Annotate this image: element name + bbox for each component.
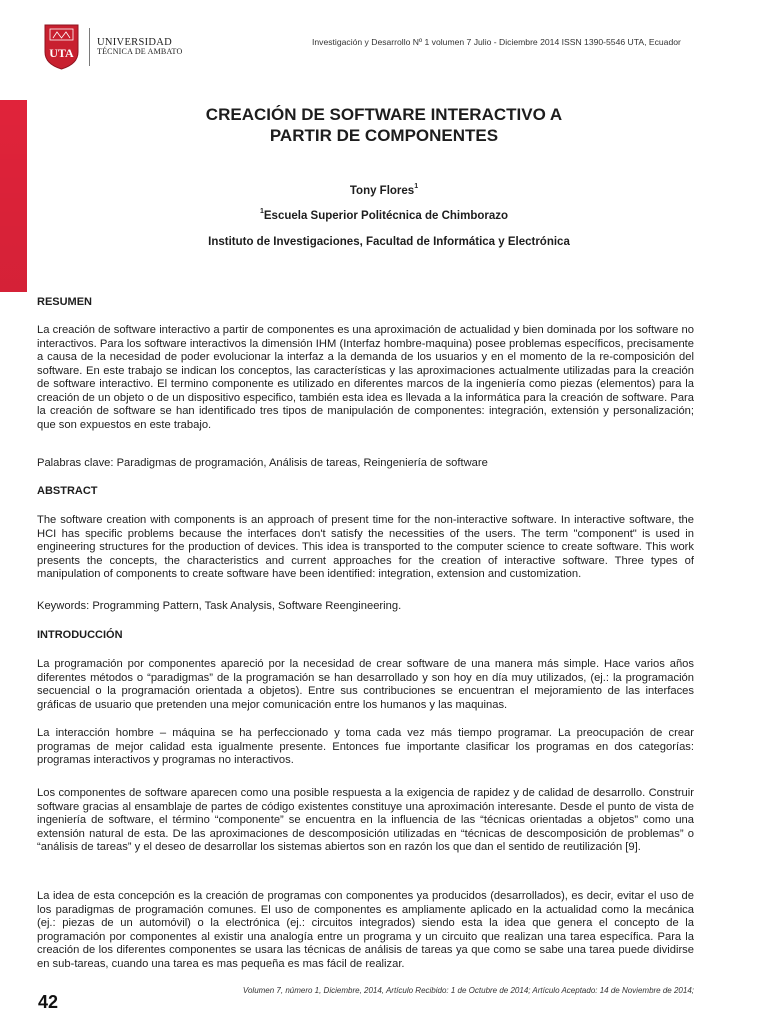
resumen-keywords-text: Palabras clave: Paradigmas de programación, Análisis de tareas, Reingeniería de software bbox=[37, 457, 488, 469]
introduccion-paragraph-3-text: Los componentes de software aparecen como una posible respuesta a la exigencia de rapidez y de calidad de desarrollo. Construir software gracias al ensamblaje de partes de código existentes constituye una aproximación interesante. Desde el punto de vista de ingeniería de software, el término “componente” se encuentra en la influencia de las “técnicas orientadas a objetos” como una extensión natural de esta. De las aproximaciones de descomposición utilizadas en “técnicas de descomposición de problemas” o “análisis de tareas” y el deseo de desarrollar los sistemas abiertos son en razón los que dan el sentido de reutilización [9]. bbox=[37, 787, 694, 854]
logo-divider bbox=[89, 28, 90, 66]
introduccion-paragraph-1-text: La programación por componentes apareció por la necesidad de crear software de una manera más simple. Hace varios años diferentes métodos o “paradigmas” de la programación se han desarrollado y son hoy en día muy utilizados, (ej.: la programación secuencial o la programación orientada a objetos). Entre sus contribuciones se encuentran el mejoramiento de las interfaces gráficas de usuario que pretenden una mejor comunicación entre los humanos y las maquinas. bbox=[37, 658, 694, 711]
abstract-keywords-text: Keywords: Programming Pattern, Task Analysis, Software Reengineering. bbox=[37, 600, 402, 612]
introduccion-heading: INTRODUCCIÓN bbox=[37, 629, 123, 641]
affiliation-1-text: Escuela Superior Politécnica de Chimborazo bbox=[263, 210, 509, 222]
introduccion-paragraph-1 bbox=[37, 658, 694, 712]
author-name bbox=[0, 185, 768, 197]
page-number: 42 bbox=[38, 992, 59, 1012]
introduccion-paragraph-4 bbox=[37, 890, 694, 971]
paper-title bbox=[0, 104, 768, 146]
resumen-text: La creación de software interactivo a partir de componentes es una aproximación de actualidad y bien dominada por los software no interactivos. Para los software interactivos la dimensión IHM (Interfaz hombre-maquina) posee problemas específicos, precisamente a causa de la necesidad de poder evolucionar la interfaz a la demanda de los usuarios y en el momento de la re-composición del software. En este trabajo se indican los conceptos, las características y las aproximaciones actualmente utilizadas para la creación de software interactivo. El termino componente es utilizado en diferentes marcos de la ingeniería como piezas (elementos) para la creación de un objeto o de un dispositivo especifico, también esta idea es llevada a la informática para la creación de software. Para la creación de software se han identificado tres tipos de manipulación de componentes: integración, extensión y personalización; que son expuestos en este trabajo. bbox=[37, 324, 694, 431]
author-name-text: Tony Flores bbox=[349, 185, 415, 197]
abstract-heading: ABSTRACT bbox=[37, 485, 98, 497]
affiliation-2: Instituto de Investigaciones, Facultad de Informática y Electrónica bbox=[208, 236, 570, 248]
affiliation-superscript: 1 bbox=[259, 208, 264, 215]
resumen-keywords bbox=[37, 457, 694, 471]
university-subname: TÉCNICA DE AMBATO bbox=[97, 47, 183, 56]
journal-info-header: Investigación y Desarrollo Nº 1 volumen 7 Julio - Diciembre 2014 ISSN 1390-5546 UTA, Ecuador bbox=[312, 37, 681, 47]
introduccion-paragraph-2-text: La interacción hombre – máquina se ha perfeccionado y toma cada vez más tiempo programar. La preocupación de crear programas de mejor calidad esta igualmente presente. Entonces fue importante clasificar los programas en dos categorías: programas interactivos y programas no interactivos. bbox=[37, 727, 694, 767]
introduccion-paragraph-4-text: La idea de esta concepción es la creación de programas con componentes ya producidos (desarrollados), es decir, evitar el uso de los paradigmas de programación comunes. El uso de componentes es ampliamente aplicado en la actualidad como la mecánica (ej.: piezas de un automóvil) o la electrónica (ej.: circuitos integrados) siendo esta la idea que genera el concepto de la programación por componentes al existir una analogía entre un programa y un circuito que realizan una tarea específica. Para la creación de los diferentes componentes se usara las técnicas de análisis de tareas ya que como se sabe una tarea puede dividirse en sub-tareas, cuando una tarea es mas pequeña es mas fácil de realizar. bbox=[37, 890, 694, 970]
footer-reference: Volumen 7, número 1, Diciembre, 2014, Artículo Recibido: 1 de Octubre de 2014; Artículo Aceptado: 14 de Noviembre de 2014; bbox=[242, 986, 694, 995]
abstract-text: The software creation with components is an approach of present time for the non-interactive software. In interactive software, the HCI has specific problems because the interfaces don't satisfy the necessities of the users. The term "component" is used in engineering structures for the production of devices. This idea is transported to the computer science to create software. This work presents the concepts, the characteristics and current approaches for the creation of interactive software. Three types of manipulation of components to create software have been identified: integration, extension and customization. bbox=[37, 514, 694, 581]
university-shield-logo bbox=[44, 24, 79, 70]
introduccion-paragraph-3 bbox=[37, 787, 694, 855]
paper-title-line1: CREACIÓN DE SOFTWARE INTERACTIVO A bbox=[205, 105, 563, 124]
affiliation-1 bbox=[0, 210, 768, 222]
author-superscript: 1 bbox=[414, 183, 419, 190]
paper-title-line2: PARTIR DE COMPONENTES bbox=[269, 126, 499, 145]
abstract-body bbox=[37, 514, 694, 582]
abstract-keywords bbox=[37, 600, 694, 614]
resumen-heading: RESUMEN bbox=[37, 296, 93, 308]
introduccion-paragraph-2 bbox=[37, 727, 694, 768]
resumen-body bbox=[37, 324, 694, 432]
university-name: UNIVERSIDAD bbox=[97, 37, 173, 48]
logo-uta-text: UTA bbox=[49, 46, 74, 60]
